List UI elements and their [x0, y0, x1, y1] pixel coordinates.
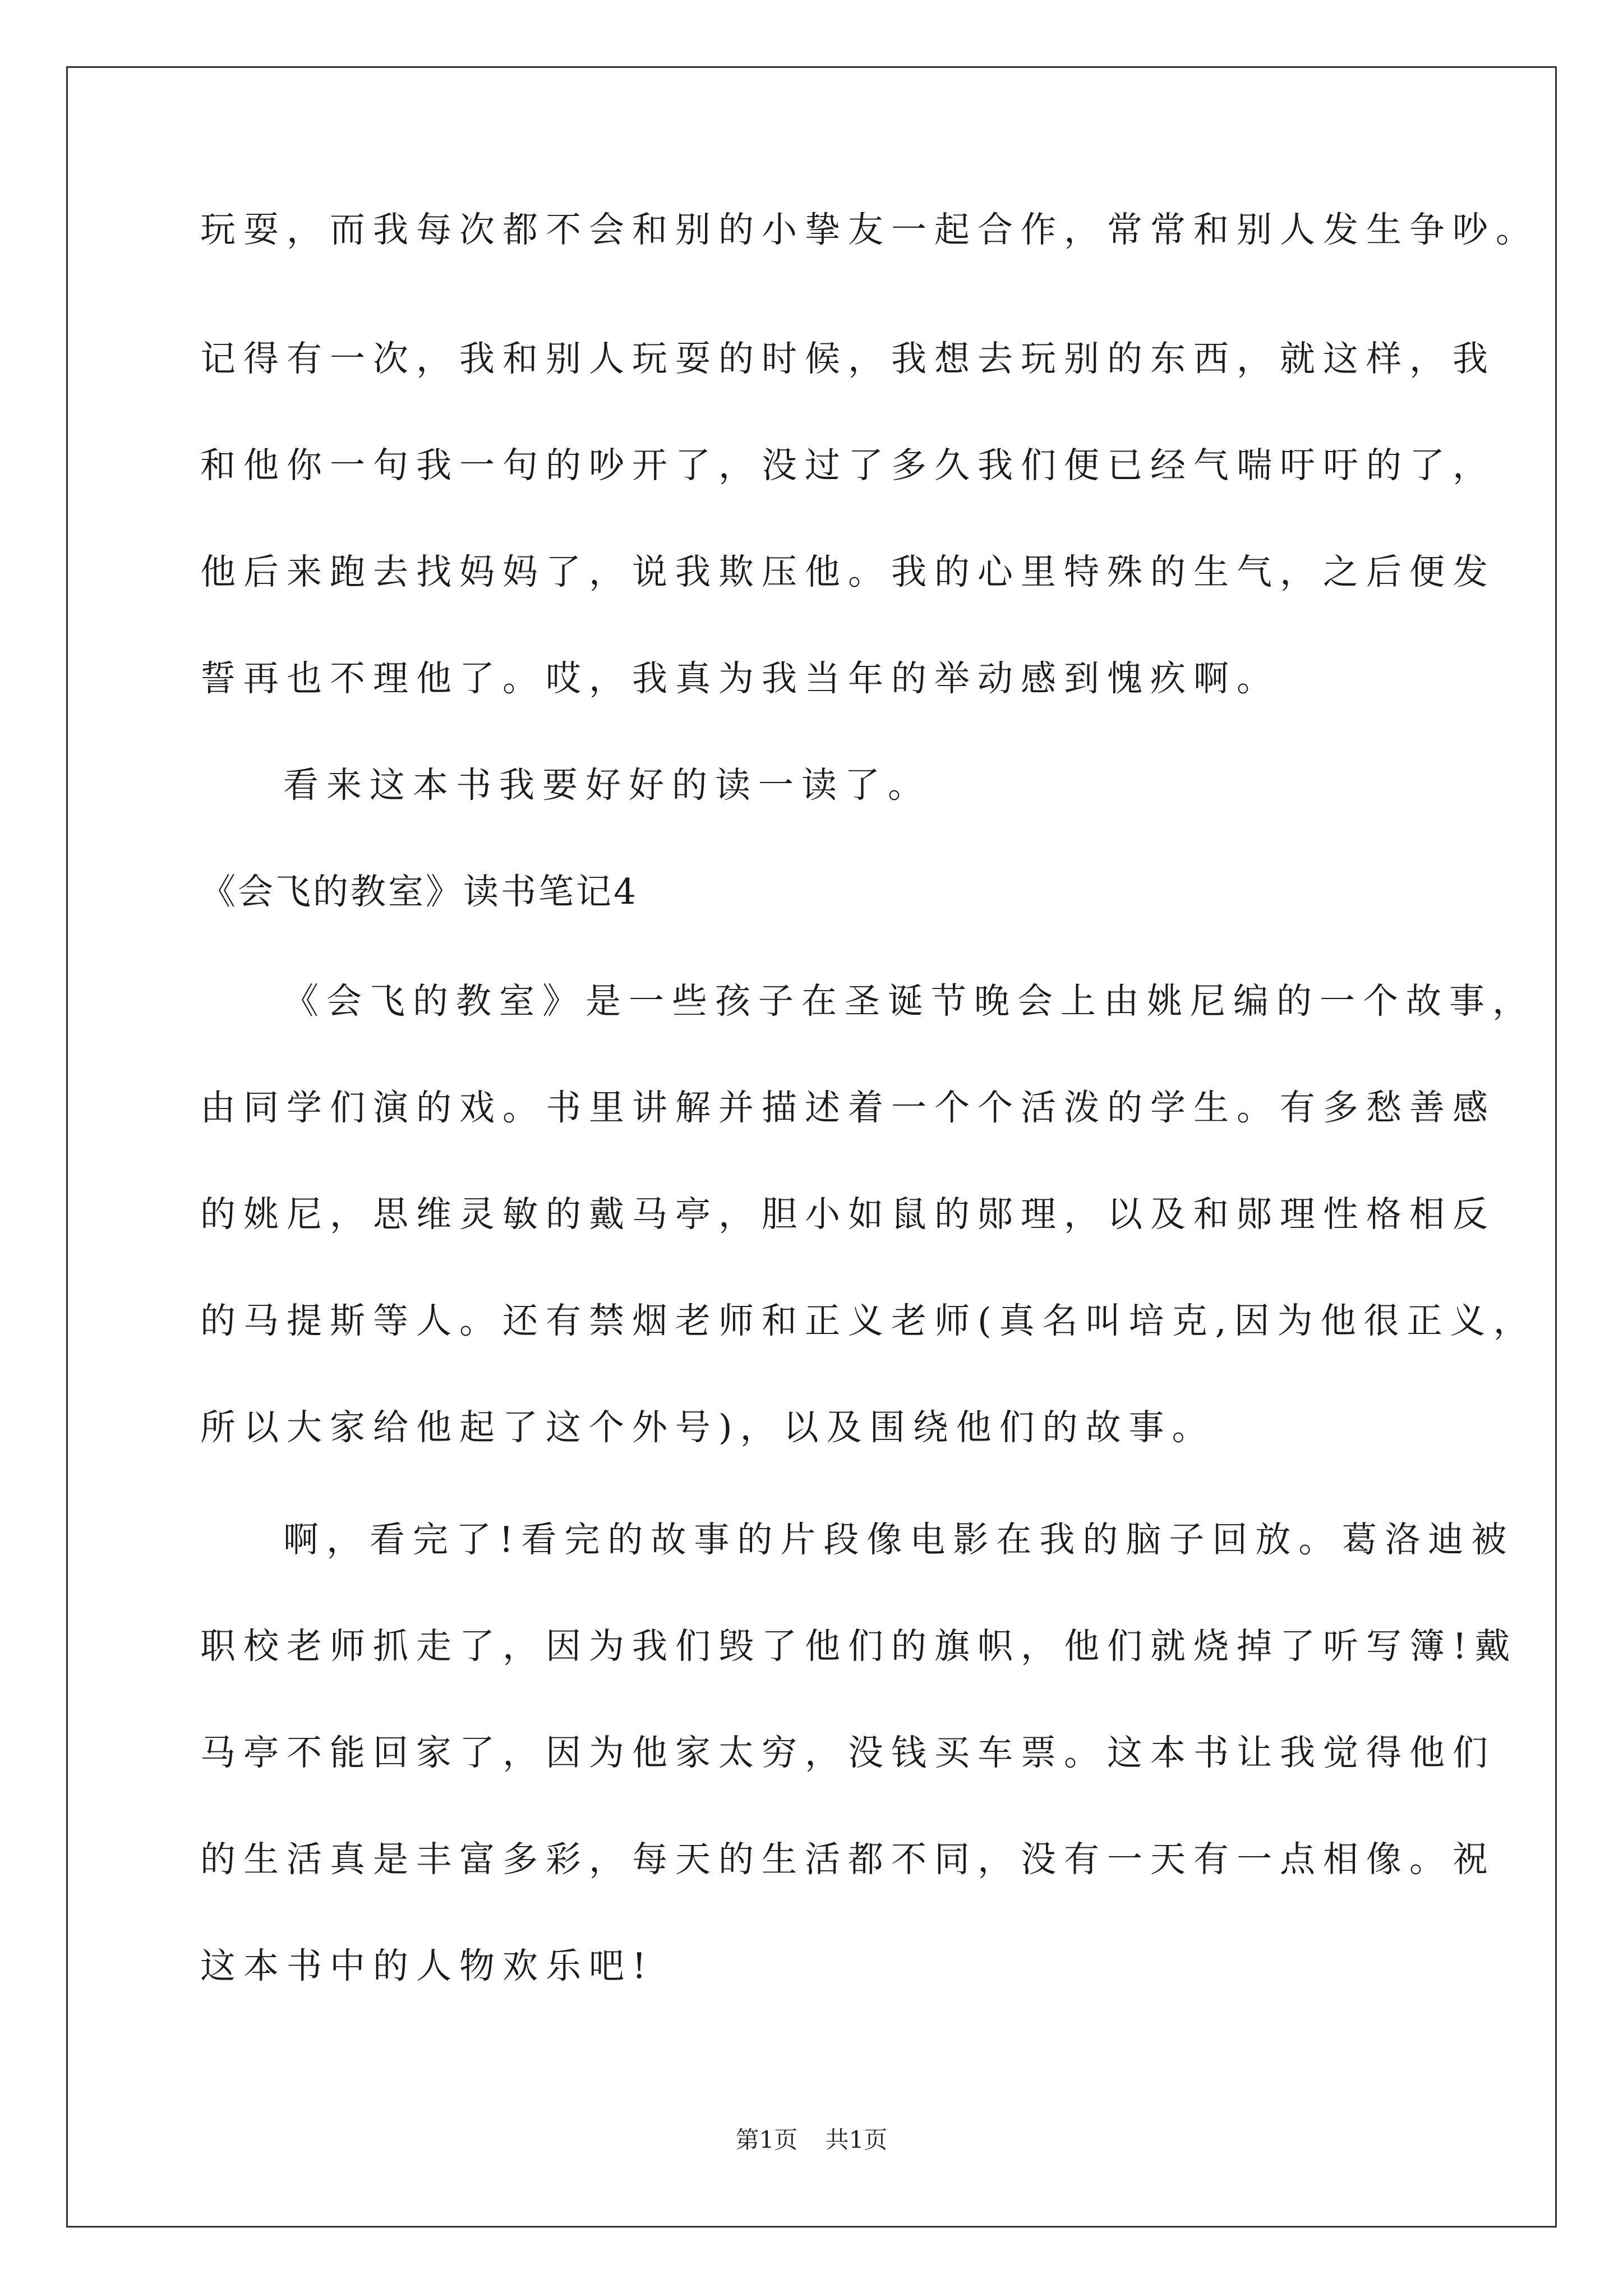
body-line-14: 职校老师抓走了，因为我们毁了他们的旗帜，他们就烧掉了听写簿!戴 — [200, 1626, 1518, 1667]
page-number: 第1页 — [735, 2126, 798, 2154]
body-line-17: 这本书中的人物欢乐吧! — [200, 1945, 654, 1986]
body-line-16: 的生活真是丰富多彩，每天的生活都不同，没有一天有一点相像。祝 — [200, 1839, 1496, 1880]
body-line-3: 和他你一句我一句的吵开了，没过了多久我们便已经气喘吁吁的了， — [200, 445, 1496, 486]
body-line-5: 誓再也不理他了。哎，我真为我当年的举动感到愧疚啊。 — [200, 658, 1280, 699]
page-border — [66, 66, 1557, 2228]
body-line-13: 啊，看完了!看完的故事的片段像电影在我的脑子回放。葛洛迪被 — [283, 1519, 1515, 1560]
body-line-15: 马亭不能回家了，因为他家太穷，没钱买车票。这本书让我觉得他们 — [200, 1732, 1496, 1773]
body-line-4: 他后来跑去找妈妈了，说我欺压他。我的心里特殊的生气，之后便发 — [200, 551, 1496, 592]
page-footer — [0, 2124, 1623, 2156]
body-line-12: 所以大家给他起了这个外号)，以及围绕他们的故事。 — [200, 1407, 1215, 1448]
body-line-6: 看来这本书我要好好的读一读了。 — [283, 765, 931, 806]
body-line-9: 由同学们演的戏。书里讲解并描述着一个个活泼的学生。有多愁善感 — [200, 1087, 1496, 1128]
section-heading: 《会飞的教室》读书笔记4 — [200, 871, 639, 912]
body-line-2: 记得有一次，我和别人玩耍的时候，我想去玩别的东西，就这样，我 — [200, 338, 1496, 379]
page-total: 共1页 — [825, 2126, 888, 2154]
body-line-1: 玩耍，而我每次都不会和别的小挚友一起合作，常常和别人发生争吵。 — [200, 209, 1539, 250]
body-line-11: 的马提斯等人。还有禁烟老师和正义老师(真名叫培克,因为他很正义， — [200, 1300, 1537, 1341]
body-line-10: 的姚尼，思维灵敏的戴马亭，胆小如鼠的郧理，以及和郧理性格相反 — [200, 1194, 1496, 1235]
body-line-8: 《会飞的教室》是一些孩子在圣诞节晚会上由姚尼编的一个故事， — [283, 981, 1536, 1022]
